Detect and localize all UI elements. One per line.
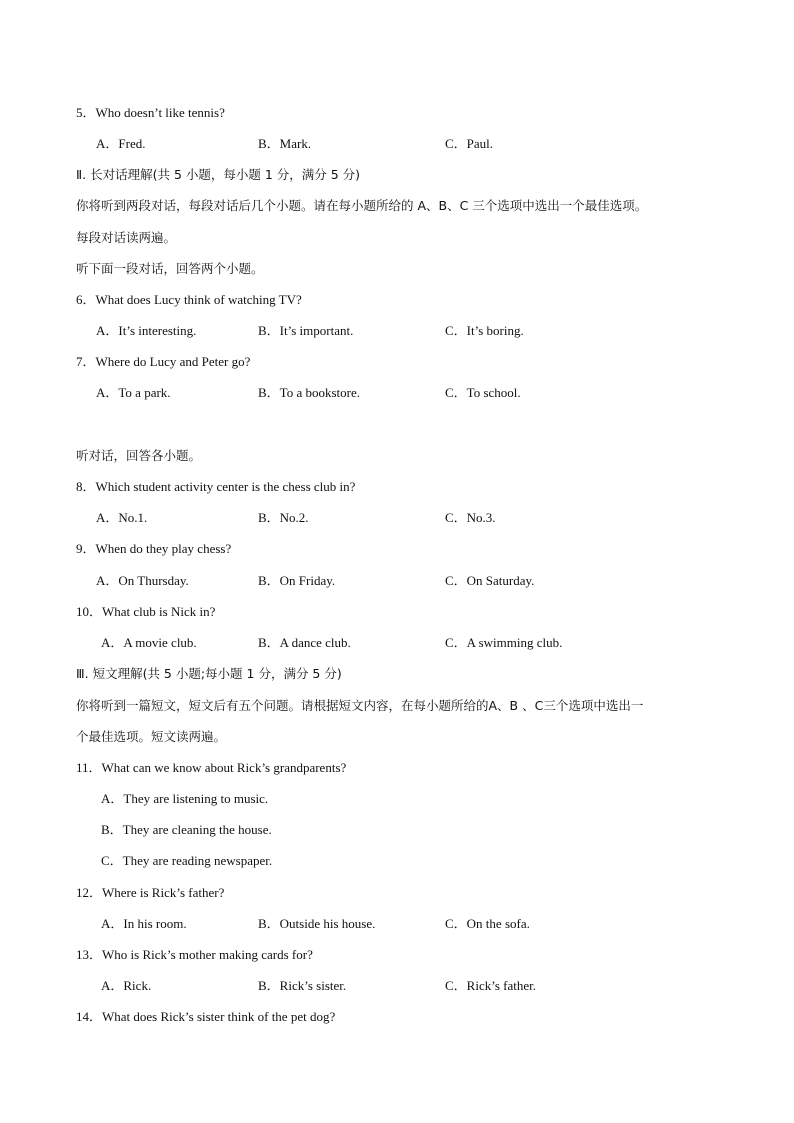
q5-option-b: B．Mark. [258,136,312,151]
q10-option-a: A．A movie club. [101,635,197,650]
question-12: 12．Where is Rick’s father? [76,885,225,900]
q7-option-a: A．To a park. [96,385,171,400]
q8-option-a: A．No.1. [96,510,148,525]
question-9: 9．When do they play chess? [76,541,232,556]
q7-option-c: C．To school. [445,385,521,400]
q9-option-c: C．On Saturday. [445,573,535,588]
q12-option-c: C．On the sofa. [445,916,530,931]
q10-option-b: B．A dance club. [258,635,351,650]
q11-option-a: A．They are listening to music. [101,791,269,806]
q7-option-b: B．To a bookstore. [258,385,360,400]
q6-option-a: A．It’s interesting. [96,323,197,338]
question-13: 13．Who is Rick’s mother making cards for? [76,947,313,962]
dialogue-2-intro: 听对话，回答各小题。 [76,448,202,463]
section-3-heading: Ⅲ. 短文理解(共 5 小题;每小题 1 分，满分 5 分) [76,666,342,681]
q8-option-b: B．No.2. [258,510,309,525]
dialogue-1-intro: 听下面一段对话，回答两个小题。 [76,261,264,276]
question-5: 5．Who doesn’t like tennis? [76,105,225,120]
question-7: 7．Where do Lucy and Peter go? [76,354,251,369]
section-3-instruction-1: 你将听到一篇短文，短文后有五个问题。请根据短文内容，在每小题所给的A、B 、C三个选项中选出一 [76,698,644,713]
section-2-instruction-1: 你将听到两段对话，每段对话后几个小题。请在每小题所给的 A、B、C 三个选项中选出一个最佳选项。 [76,198,648,213]
q5-option-c: C．Paul. [445,136,494,151]
q5-option-a: A．Fred. [96,136,146,151]
q13-option-a: A．Rick. [101,978,152,993]
section-2-instruction-2: 每段对话读两遍。 [76,230,177,245]
q12-option-a: A．In his room. [101,916,187,931]
q12-option-b: B．Outside his house. [258,916,376,931]
q13-option-b: B．Rick’s sister. [258,978,347,993]
question-11: 11．What can we know about Rick’s grandparents? [76,760,347,775]
question-14: 14．What does Rick’s sister think of the pet dog? [76,1009,336,1024]
section-2-heading: Ⅱ. 长对话理解(共 5 小题，每小题 1 分，满分 5 分) [76,167,361,182]
question-6: 6．What does Lucy think of watching TV? [76,292,302,307]
q11-option-c: C．They are reading newspaper. [101,853,273,868]
q6-option-b: B．It’s important. [258,323,354,338]
q8-option-c: C．No.3. [445,510,496,525]
section-3-instruction-2: 个最佳选项。短文读两遍。 [76,729,227,744]
q6-option-c: C．It’s boring. [445,323,524,338]
question-8: 8．Which student activity center is the chess club in? [76,479,356,494]
q13-option-c: C．Rick’s father. [445,978,536,993]
question-10: 10．What club is Nick in? [76,604,216,619]
q10-option-c: C．A swimming club. [445,635,563,650]
q11-option-b: B．They are cleaning the house. [101,822,272,837]
q9-option-b: B．On Friday. [258,573,336,588]
q9-option-a: A．On Thursday. [96,573,189,588]
